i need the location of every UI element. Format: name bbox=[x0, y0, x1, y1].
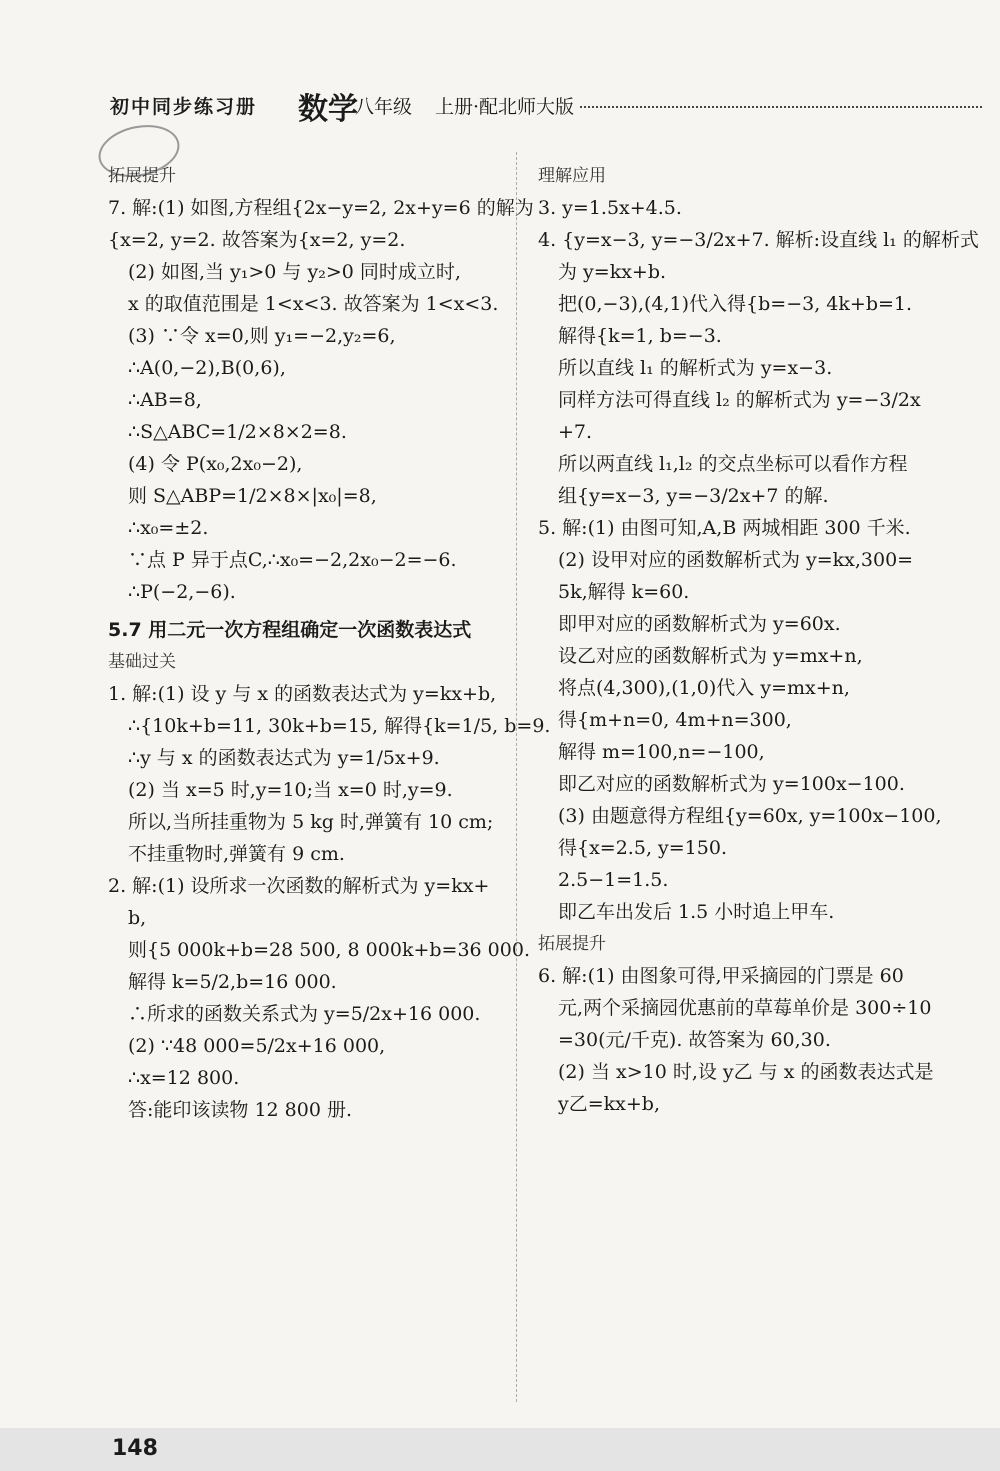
solution-line: 不挂重物时,弹簧有 9 cm. bbox=[128, 843, 345, 865]
subject-title: 数学 bbox=[298, 92, 358, 127]
solution-line: 解得 k=5/2,b=16 000. bbox=[128, 971, 337, 993]
solution-line: =30(元/千克). 故答案为 60,30. bbox=[558, 1029, 831, 1051]
solution-line: 所以,当所挂重物为 5 kg 时,弹簧有 10 cm; bbox=[128, 811, 494, 833]
solution-line: 2. 解:(1) 设所求一次函数的解析式为 y=kx+ bbox=[108, 875, 490, 897]
grade-label: 八年级 bbox=[355, 96, 413, 118]
solution-line: 同样方法可得直线 l₂ 的解析式为 y=−3/2x bbox=[558, 389, 921, 411]
solution-line: 解得{k=1, b=−3. bbox=[558, 325, 722, 347]
right-column bbox=[538, 160, 979, 1120]
solution-line: (3) ∵令 x=0,则 y₁=−2,y₂=6, bbox=[128, 325, 396, 347]
solution-line: ∴x=12 800. bbox=[128, 1067, 240, 1089]
solution-line: ∴y 与 x 的函数表达式为 y=1/5x+9. bbox=[128, 747, 440, 769]
solution-line: 4. {y=x−3, y=−3/2x+7. 解析:设直线 l₁ 的解析式 bbox=[538, 229, 979, 251]
section-heading: 理解应用 bbox=[538, 166, 606, 186]
page-header bbox=[110, 88, 990, 128]
solution-line: 把(0,−3),(4,1)代入得{b=−3, 4k+b=1. bbox=[558, 293, 913, 315]
page-number: 148 bbox=[112, 1436, 158, 1461]
solution-line: 答:能印该读物 12 800 册. bbox=[128, 1099, 353, 1121]
solution-line: (2) 当 x=5 时,y=10;当 x=0 时,y=9. bbox=[128, 779, 453, 801]
solution-line: 即乙对应的函数解析式为 y=100x−100. bbox=[558, 773, 905, 795]
solution-line: 则{5 000k+b=28 500, 8 000k+b=36 000. bbox=[128, 939, 530, 961]
solution-line: 所以两直线 l₁,l₂ 的交点坐标可以看作方程 bbox=[558, 453, 908, 475]
solution-line: 解得 m=100,n=−100, bbox=[558, 741, 765, 763]
solution-line: b, bbox=[128, 907, 147, 929]
header-dotted-rule bbox=[580, 106, 982, 108]
section-heading: 拓展提升 bbox=[108, 166, 176, 186]
solution-line: 设乙对应的函数解析式为 y=mx+n, bbox=[558, 645, 863, 667]
solution-line: 即甲对应的函数解析式为 y=60x. bbox=[558, 613, 841, 635]
solution-line: 3. y=1.5x+4.5. bbox=[538, 197, 682, 219]
section-heading: 基础过关 bbox=[108, 652, 176, 672]
solution-line: (2) ∵48 000=5/2x+16 000, bbox=[128, 1035, 386, 1057]
solution-line: 5k,解得 k=60. bbox=[558, 581, 690, 603]
solution-line: 将点(4,300),(1,0)代入 y=mx+n, bbox=[558, 677, 850, 699]
solution-line: y乙=kx+b, bbox=[558, 1093, 661, 1115]
solution-line: ∴x₀=±2. bbox=[128, 517, 209, 539]
solution-line: 所以直线 l₁ 的解析式为 y=x−3. bbox=[558, 357, 833, 379]
solution-line: +7. bbox=[558, 421, 593, 443]
series-title: 初中同步练习册 bbox=[110, 96, 258, 118]
solution-line: ∴S△ABC=1/2×8×2=8. bbox=[128, 421, 347, 443]
section-heading: 拓展提升 bbox=[538, 934, 606, 954]
solution-line: x 的取值范围是 1<x<3. 故答案为 1<x<3. bbox=[128, 293, 499, 315]
solution-line: (4) 令 P(x₀,2x₀−2), bbox=[128, 453, 303, 475]
edition-label: 上册·配北师大版 bbox=[435, 96, 575, 118]
solution-line: ∴{10k+b=11, 30k+b=15, 解得{k=1/5, b=9. bbox=[128, 715, 551, 737]
solution-line: (2) 当 x>10 时,设 y乙 与 x 的函数表达式是 bbox=[558, 1061, 934, 1083]
solution-line: ∴AB=8, bbox=[128, 389, 202, 411]
solution-line: (2) 如图,当 y₁>0 与 y₂>0 同时成立时, bbox=[128, 261, 461, 283]
lesson-heading: 5.7 用二元一次方程组确定一次函数表达式 bbox=[108, 619, 472, 641]
solution-line: 6. 解:(1) 由图象可得,甲采摘园的门票是 60 bbox=[538, 965, 904, 987]
solution-line: 2.5−1=1.5. bbox=[558, 869, 669, 891]
left-column bbox=[108, 160, 551, 1126]
solution-line: 1. 解:(1) 设 y 与 x 的函数表达式为 y=kx+b, bbox=[108, 683, 497, 705]
column-divider bbox=[516, 152, 517, 1402]
solution-line: 则 S△ABP=1/2×8×|x₀|=8, bbox=[128, 485, 377, 507]
solution-line: 组{y=x−3, y=−3/2x+7 的解. bbox=[558, 485, 829, 507]
solution-line: ∴A(0,−2),B(0,6), bbox=[128, 357, 286, 379]
solution-line: 得{m+n=0, 4m+n=300, bbox=[558, 709, 792, 731]
solution-line: (3) 由题意得方程组{y=60x, y=100x−100, bbox=[558, 805, 942, 827]
solution-line: (2) 设甲对应的函数解析式为 y=kx,300= bbox=[558, 549, 914, 571]
solution-line: 为 y=kx+b. bbox=[558, 261, 667, 283]
solution-line: ∵点 P 异于点C,∴x₀=−2,2x₀−2=−6. bbox=[128, 549, 457, 571]
solution-line: 即乙车出发后 1.5 小时追上甲车. bbox=[558, 901, 835, 923]
solution-line: 5. 解:(1) 由图可知,A,B 两城相距 300 千米. bbox=[538, 517, 911, 539]
solution-line: ∴所求的函数关系式为 y=5/2x+16 000. bbox=[128, 1003, 481, 1025]
solution-line: ∴P(−2,−6). bbox=[128, 581, 236, 603]
solution-line: 7. 解:(1) 如图,方程组{2x−y=2, 2x+y=6 的解为 bbox=[108, 197, 534, 219]
solution-line: 元,两个采摘园优惠前的草莓单价是 300÷10 bbox=[558, 997, 932, 1019]
solution-line: 得{x=2.5, y=150. bbox=[558, 837, 727, 859]
solution-line: {x=2, y=2. 故答案为{x=2, y=2. bbox=[108, 229, 406, 251]
